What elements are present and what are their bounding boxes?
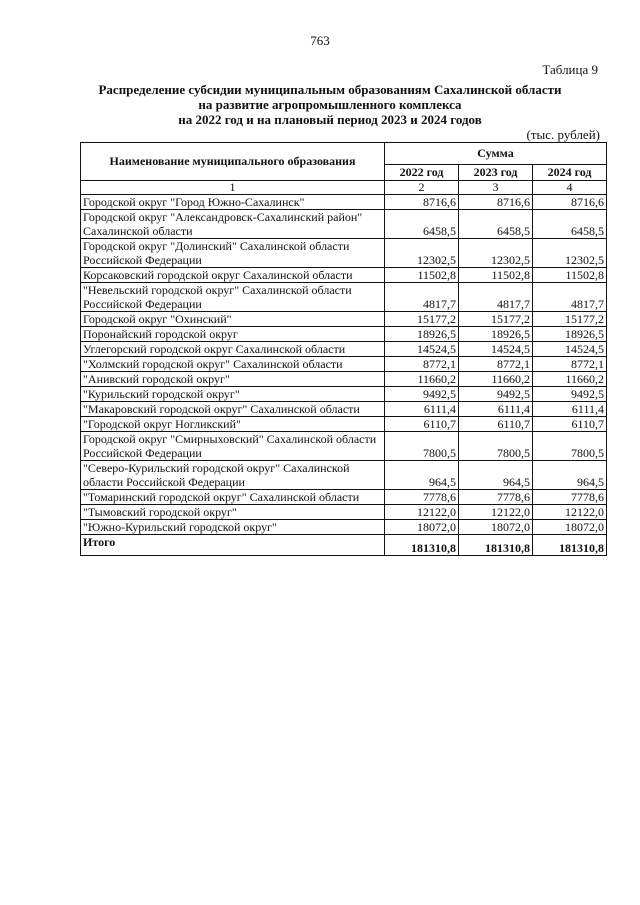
table-row <box>81 432 607 461</box>
table-row <box>81 387 607 402</box>
unit-label: (тыс. рублей) <box>526 127 600 142</box>
value-2022: 18926,5 <box>385 327 459 342</box>
title-line: на 2022 год и на плановый период 2023 и 2024 годов <box>178 112 482 127</box>
table-row <box>81 372 607 387</box>
value-2024: 15177,2 <box>533 312 607 327</box>
value-2024: 7800,5 <box>533 432 607 461</box>
table-row <box>81 239 607 268</box>
header-sum: Сумма <box>385 143 607 165</box>
value-2024: 8716,6 <box>533 195 607 210</box>
municipality-name: "Невельский городской округ" Сахалинской области Российской Федерации <box>81 283 385 312</box>
value-2023: 11502,8 <box>459 268 533 283</box>
value-2024: 12302,5 <box>533 239 607 268</box>
value-2022: 12122,0 <box>385 505 459 520</box>
value-2023: 6110,7 <box>459 417 533 432</box>
value-2022: 964,5 <box>385 461 459 490</box>
index-cell: 2 <box>385 181 459 195</box>
municipality-name: "Макаровский городской округ" Сахалинской области <box>81 402 385 417</box>
value-2023: 6458,5 <box>459 210 533 239</box>
value-2022: 4817,7 <box>385 283 459 312</box>
value-2024: 6111,4 <box>533 402 607 417</box>
document-title <box>60 82 600 127</box>
table-row <box>81 520 607 535</box>
value-2022: 7778,6 <box>385 490 459 505</box>
value-2024: 6110,7 <box>533 417 607 432</box>
table-row <box>81 490 607 505</box>
municipality-name: "Южно-Курильский городской округ" <box>81 520 385 535</box>
value-2024: 12122,0 <box>533 505 607 520</box>
table-row <box>81 195 607 210</box>
value-2023: 18926,5 <box>459 327 533 342</box>
value-2023: 8772,1 <box>459 357 533 372</box>
municipality-name: Поронайский городской округ <box>81 327 385 342</box>
table-row <box>81 312 607 327</box>
table-row <box>81 268 607 283</box>
municipality-name: Городской округ "Город Южно-Сахалинск" <box>81 195 385 210</box>
value-2022: 11502,8 <box>385 268 459 283</box>
municipality-name: "Курильский городской округ" <box>81 387 385 402</box>
title-line: на развитие агропромышленного комплекса <box>198 97 462 112</box>
table-row <box>81 342 607 357</box>
value-2022: 6110,7 <box>385 417 459 432</box>
value-2022: 8772,1 <box>385 357 459 372</box>
municipality-name: "Тымовский городской округ" <box>81 505 385 520</box>
value-2022: 11660,2 <box>385 372 459 387</box>
page-number: 763 <box>310 33 330 48</box>
municipality-name: Городской округ "Александровск-Сахалинский район" Сахалинской области <box>81 210 385 239</box>
table-row <box>81 283 607 312</box>
value-2024: 7778,6 <box>533 490 607 505</box>
table-row <box>81 417 607 432</box>
table-row <box>81 327 607 342</box>
value-2022: 9492,5 <box>385 387 459 402</box>
value-2024: 6458,5 <box>533 210 607 239</box>
value-2023: 18072,0 <box>459 520 533 535</box>
header-year-2022: 2022 год <box>385 165 459 181</box>
value-2024: 964,5 <box>533 461 607 490</box>
municipality-name: "Северо-Курильский городской округ" Сахалинской области Российской Федерации <box>81 461 385 490</box>
total-label: Итого <box>81 535 385 556</box>
total-2022: 181310,8 <box>385 535 459 556</box>
municipality-name: Городской округ "Смирныховский" Сахалинской области Российской Федерации <box>81 432 385 461</box>
table-label: Таблица 9 <box>542 62 598 77</box>
value-2023: 6111,4 <box>459 402 533 417</box>
value-2022: 12302,5 <box>385 239 459 268</box>
municipality-name: Городской округ "Долинский" Сахалинской области Российской Федерации <box>81 239 385 268</box>
value-2024: 18926,5 <box>533 327 607 342</box>
value-2024: 4817,7 <box>533 283 607 312</box>
municipality-name: Углегорский городской округ Сахалинской области <box>81 342 385 357</box>
value-2023: 964,5 <box>459 461 533 490</box>
table-row <box>81 357 607 372</box>
value-2024: 8772,1 <box>533 357 607 372</box>
municipality-name: "Холмский городской округ" Сахалинской области <box>81 357 385 372</box>
value-2024: 18072,0 <box>533 520 607 535</box>
index-cell: 4 <box>533 181 607 195</box>
value-2022: 15177,2 <box>385 312 459 327</box>
value-2024: 11502,8 <box>533 268 607 283</box>
index-cell: 1 <box>81 181 385 195</box>
value-2022: 7800,5 <box>385 432 459 461</box>
table-row <box>81 505 607 520</box>
index-cell: 3 <box>459 181 533 195</box>
value-2023: 9492,5 <box>459 387 533 402</box>
value-2024: 11660,2 <box>533 372 607 387</box>
municipality-name: "Городской округ Ногликский" <box>81 417 385 432</box>
total-2023: 181310,8 <box>459 535 533 556</box>
value-2023: 12122,0 <box>459 505 533 520</box>
value-2023: 12302,5 <box>459 239 533 268</box>
title-line: Распределение субсидии муниципальным образованиям Сахалинской области <box>98 82 562 97</box>
value-2022: 14524,5 <box>385 342 459 357</box>
value-2022: 8716,6 <box>385 195 459 210</box>
municipality-name: "Томаринский городской округ" Сахалинской области <box>81 490 385 505</box>
municipality-name: Городской округ "Охинский" <box>81 312 385 327</box>
value-2023: 15177,2 <box>459 312 533 327</box>
header-year-2024: 2024 год <box>533 165 607 181</box>
value-2022: 6111,4 <box>385 402 459 417</box>
value-2022: 6458,5 <box>385 210 459 239</box>
subsidy-table <box>80 142 607 556</box>
municipality-name: Корсаковский городской округ Сахалинской области <box>81 268 385 283</box>
table-row <box>81 210 607 239</box>
value-2023: 7778,6 <box>459 490 533 505</box>
municipality-name: "Анивский городской округ" <box>81 372 385 387</box>
value-2023: 8716,6 <box>459 195 533 210</box>
value-2024: 14524,5 <box>533 342 607 357</box>
table-row <box>81 402 607 417</box>
header-name: Наименование муниципального образования <box>81 143 385 181</box>
value-2024: 9492,5 <box>533 387 607 402</box>
value-2023: 11660,2 <box>459 372 533 387</box>
header-year-2023: 2023 год <box>459 165 533 181</box>
value-2023: 14524,5 <box>459 342 533 357</box>
value-2023: 4817,7 <box>459 283 533 312</box>
value-2023: 7800,5 <box>459 432 533 461</box>
value-2022: 18072,0 <box>385 520 459 535</box>
total-row <box>81 535 607 556</box>
table-row <box>81 461 607 490</box>
total-2024: 181310,8 <box>533 535 607 556</box>
